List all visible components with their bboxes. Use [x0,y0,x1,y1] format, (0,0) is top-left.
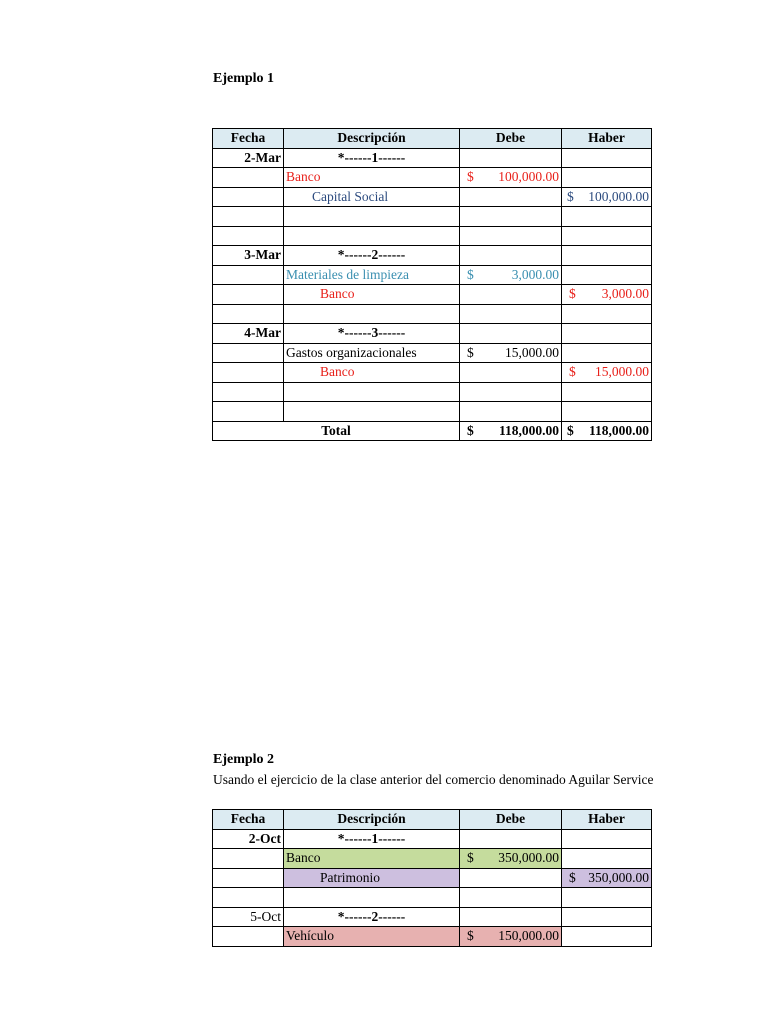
empty-cell [213,927,284,947]
empty-cell [562,168,652,188]
ejemplo2-description: Usando el ejercicio de la clase anterior del comercio denominado Aguilar Service [213,772,654,787]
header-fecha: Fecha [213,810,284,830]
empty-cell [460,907,562,927]
header-descripcion: Descripción [284,810,460,830]
entry-date: 2-Mar [213,148,284,168]
credit-amount [562,187,652,207]
empty-cell [213,265,284,285]
account-name: Vehículo [284,927,460,947]
empty-cell [460,285,562,305]
currency-symbol: $ [569,869,576,885]
empty-cell [562,324,652,344]
amount-value: 350,000.00 [588,869,649,885]
header-debe: Debe [460,129,562,149]
journal-table-2 [212,809,652,947]
amount-value: 15,000.00 [505,344,559,360]
table-row [213,382,652,402]
credit-amount [562,285,652,305]
account-name: Banco [284,849,460,869]
empty-cell [562,343,652,363]
empty-cell [213,849,284,869]
header-descripcion: Descripción [284,129,460,149]
currency-symbol: $ [569,364,576,380]
empty-cell [460,868,562,888]
account-name: Materiales de limpieza [284,265,460,285]
account-name: Banco [284,363,460,383]
debit-amount [460,168,562,188]
empty-cell [562,829,652,849]
empty-cell [213,363,284,383]
empty-cell [460,148,562,168]
currency-symbol: $ [467,344,474,360]
currency-symbol: $ [567,188,574,204]
entry-marker: *------2------ [284,246,460,266]
amount-value: 118,000.00 [498,422,559,438]
currency-symbol: $ [467,928,474,944]
account-name: Gastos organizacionales [284,343,460,363]
empty-cell [213,285,284,305]
table-row [213,907,652,927]
currency-symbol: $ [467,422,474,438]
table-row [213,927,652,947]
account-name: Capital Social [284,187,460,207]
amount-value: 350,000.00 [498,850,559,866]
empty-cell [460,246,562,266]
header-row [213,129,652,149]
debit-amount [460,265,562,285]
header-haber: Haber [562,810,652,830]
empty-cell [562,148,652,168]
table-row [213,168,652,188]
total-label: Total [213,421,460,441]
table-row [213,226,652,246]
table-row [213,324,652,344]
entry-date: 3-Mar [213,246,284,266]
currency-symbol: $ [569,286,576,302]
table-row [213,343,652,363]
table-row [213,849,652,869]
table-row [213,246,652,266]
amount-value: 100,000.00 [498,169,559,185]
amount-value: 118,000.00 [588,422,649,438]
entry-marker: *------3------ [284,324,460,344]
table-row [213,829,652,849]
entry-date: 4-Mar [213,324,284,344]
ejemplo2-title: Ejemplo 2 [213,752,275,767]
empty-cell [460,363,562,383]
currency-symbol: $ [467,850,474,866]
amount-value: 150,000.00 [498,928,559,944]
debit-amount [460,927,562,947]
entry-date: 5-Oct [213,907,284,927]
entry-marker: *------1------ [284,829,460,849]
empty-cell [562,907,652,927]
amount-value: 3,000.00 [511,266,559,282]
total-debit [460,421,562,441]
table-row [213,304,652,324]
table-row [213,148,652,168]
empty-cell [213,168,284,188]
table-row [213,187,652,207]
currency-symbol: $ [467,169,474,185]
table-row [213,265,652,285]
table-row [213,888,652,908]
empty-cell [213,868,284,888]
entry-date: 2-Oct [213,829,284,849]
ejemplo1-title: Ejemplo 1 [213,71,275,86]
table-row [213,207,652,227]
account-name: Banco [284,168,460,188]
empty-cell [562,849,652,869]
table-row [213,285,652,305]
empty-cell [460,324,562,344]
table-row [213,402,652,422]
credit-amount [562,868,652,888]
debit-amount [460,343,562,363]
debit-amount [460,849,562,869]
empty-cell [213,187,284,207]
total-credit [562,421,652,441]
currency-symbol: $ [567,422,574,438]
header-debe: Debe [460,810,562,830]
empty-cell [460,187,562,207]
header-haber: Haber [562,129,652,149]
total-row [213,421,652,441]
amount-value: 3,000.00 [601,286,649,302]
table-row [213,868,652,888]
entry-marker: *------2------ [284,907,460,927]
header-row [213,810,652,830]
table-row [213,363,652,383]
journal-table-1 [212,128,652,441]
account-name: Patrimonio [284,868,460,888]
currency-symbol: $ [467,266,474,282]
empty-cell [213,343,284,363]
empty-cell [562,927,652,947]
amount-value: 100,000.00 [588,188,649,204]
empty-cell [562,265,652,285]
credit-amount [562,363,652,383]
account-name: Banco [284,285,460,305]
entry-marker: *------1------ [284,148,460,168]
amount-value: 15,000.00 [595,364,649,380]
empty-cell [562,246,652,266]
empty-cell [460,829,562,849]
header-fecha: Fecha [213,129,284,149]
